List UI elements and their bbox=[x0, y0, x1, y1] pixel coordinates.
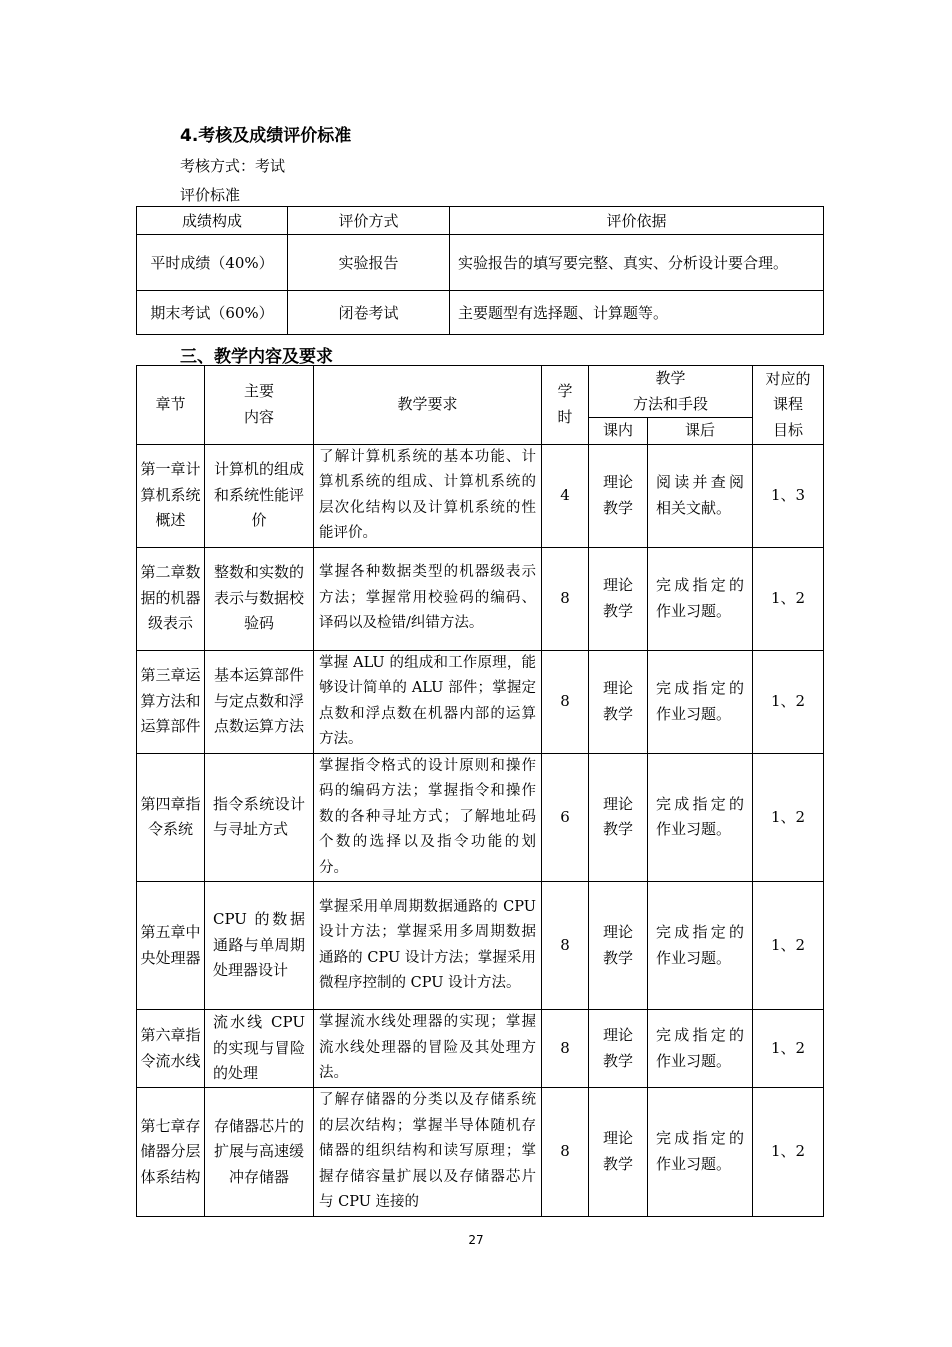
requirement-cell: 了解计算机系统的基本功能、计算机系统的组成、计算机系统的层次化结构以及计算机系统的性能评价。 bbox=[314, 444, 542, 547]
in-class-cell: 理论教学 bbox=[589, 753, 648, 882]
after-class-cell: 完成指定的作业习题。 bbox=[648, 650, 753, 753]
header-methods: 教学 方法和手段 bbox=[589, 366, 753, 418]
after-class-cell: 完成指定的作业习题。 bbox=[648, 547, 753, 650]
after-class-cell: 完成指定的作业习题。 bbox=[648, 1010, 753, 1088]
page-number: 27 bbox=[468, 1233, 484, 1247]
grading-cell: 实验报告的填写要完整、真实、分析设计要合理。 bbox=[450, 235, 824, 291]
grading-header-cell: 成绩构成 bbox=[137, 207, 288, 235]
requirement-cell: 掌握指令格式的设计原则和操作码的编码方法；掌握指令和操作数的各种寻址方式；了解地址码个数的选择以及指令功能的划分。 bbox=[314, 753, 542, 882]
after-class-cell: 完成指定的作业习题。 bbox=[648, 1088, 753, 1217]
requirement-cell: 掌握采用单周期数据通路的 CPU 设计方法；掌握采用多周期数据通路的 CPU 设计方法；掌握采用微程序控制的 CPU 设计方法。 bbox=[314, 882, 542, 1010]
in-class-cell: 理论教学 bbox=[589, 650, 648, 753]
content-cell: CPU 的数据通路与单周期处理器设计 bbox=[205, 882, 314, 1010]
hours-cell: 8 bbox=[542, 1088, 589, 1217]
grading-cell: 主要题型有选择题、计算题等。 bbox=[450, 291, 824, 335]
hours-cell: 8 bbox=[542, 882, 589, 1010]
requirement-cell: 掌握流水线处理器的实现；掌握流水线处理器的冒险及其处理方法。 bbox=[314, 1010, 542, 1088]
table-row bbox=[137, 753, 824, 882]
in-class-cell: 理论教学 bbox=[589, 547, 648, 650]
hours-cell: 4 bbox=[542, 444, 589, 547]
chapter-cell: 第四章指令系统 bbox=[137, 753, 205, 882]
chapter-cell: 第六章指令流水线 bbox=[137, 1010, 205, 1088]
goals-cell: 1、2 bbox=[753, 882, 824, 1010]
grading-table bbox=[136, 206, 824, 335]
header-content: 主要 内容 bbox=[205, 366, 314, 445]
content-cell: 计算机的组成和系统性能评价 bbox=[205, 444, 314, 547]
requirement-cell: 了解存储器的分类以及存储系统的层次结构；掌握半导体随机存储器的组织结构和读写原理；掌握存储容量扩展以及存储器芯片与 CPU 连接的 bbox=[314, 1088, 542, 1217]
table-row bbox=[137, 650, 824, 753]
table-row bbox=[137, 1010, 824, 1088]
assessment-method: 考核方式：考试 bbox=[180, 157, 286, 175]
header-hours: 学 时 bbox=[542, 366, 589, 445]
in-class-cell: 理论教学 bbox=[589, 1010, 648, 1088]
header-in-class: 课内 bbox=[589, 418, 648, 445]
grading-cell: 期末考试（60%） bbox=[137, 291, 288, 335]
content-cell: 流水线 CPU 的实现与冒险的处理 bbox=[205, 1010, 314, 1088]
in-class-cell: 理论教学 bbox=[589, 1088, 648, 1217]
content-cell: 整数和实数的表示与数据校验码 bbox=[205, 547, 314, 650]
header-chapter: 章节 bbox=[137, 366, 205, 445]
grading-row bbox=[137, 291, 824, 335]
requirement-cell: 掌握各种数据类型的机器级表示方法；掌握常用校验码的编码、译码以及检错/纠错方法。 bbox=[314, 547, 542, 650]
hours-cell: 8 bbox=[542, 547, 589, 650]
chapter-cell: 第三章运算方法和运算部件 bbox=[137, 650, 205, 753]
grading-cell: 平时成绩（40%） bbox=[137, 235, 288, 291]
goals-cell: 1、3 bbox=[753, 444, 824, 547]
chapter-cell: 第二章数据的机器级表示 bbox=[137, 547, 205, 650]
grading-header-cell: 评价依据 bbox=[450, 207, 824, 235]
grading-header-cell: 评价方式 bbox=[288, 207, 450, 235]
grading-header-row bbox=[137, 207, 824, 235]
hours-cell: 6 bbox=[542, 753, 589, 882]
in-class-cell: 理论教学 bbox=[589, 882, 648, 1010]
grading-cell: 闭卷考试 bbox=[288, 291, 450, 335]
content-cell: 存储器芯片的扩展与高速缓冲存储器 bbox=[205, 1088, 314, 1217]
goals-cell: 1、2 bbox=[753, 1010, 824, 1088]
section-heading-assessment: 4.考核及成绩评价标准 bbox=[180, 126, 352, 146]
after-class-cell: 阅读并查阅相关文献。 bbox=[648, 444, 753, 547]
header-goals: 对应的 课程 目标 bbox=[753, 366, 824, 445]
grading-cell: 实验报告 bbox=[288, 235, 450, 291]
after-class-cell: 完成指定的作业习题。 bbox=[648, 882, 753, 1010]
in-class-cell: 理论教学 bbox=[589, 444, 648, 547]
content-cell: 基本运算部件与定点数和浮点数运算方法 bbox=[205, 650, 314, 753]
hours-cell: 8 bbox=[542, 1010, 589, 1088]
header-after-class: 课后 bbox=[648, 418, 753, 445]
grading-row bbox=[137, 235, 824, 291]
content-table bbox=[136, 365, 824, 1217]
section-heading-content: 三、教学内容及要求 bbox=[180, 347, 333, 367]
header-requirement: 教学要求 bbox=[314, 366, 542, 445]
chapter-cell: 第五章中央处理器 bbox=[137, 882, 205, 1010]
goals-cell: 1、2 bbox=[753, 1088, 824, 1217]
chapter-cell: 第一章计算机系统概述 bbox=[137, 444, 205, 547]
goals-cell: 1、2 bbox=[753, 650, 824, 753]
table-row bbox=[137, 547, 824, 650]
chapter-cell: 第七章存储器分层体系结构 bbox=[137, 1088, 205, 1217]
table-row bbox=[137, 882, 824, 1010]
goals-cell: 1、2 bbox=[753, 547, 824, 650]
content-header-row bbox=[137, 366, 824, 418]
after-class-cell: 完成指定的作业习题。 bbox=[648, 753, 753, 882]
table-row bbox=[137, 1088, 824, 1217]
table-row bbox=[137, 444, 824, 547]
content-cell: 指令系统设计与寻址方式 bbox=[205, 753, 314, 882]
requirement-cell: 掌握 ALU 的组成和工作原理，能够设计简单的 ALU 部件；掌握定点数和浮点数在机器内部的运算方法。 bbox=[314, 650, 542, 753]
goals-cell: 1、2 bbox=[753, 753, 824, 882]
hours-cell: 8 bbox=[542, 650, 589, 753]
criteria-label: 评价标准 bbox=[180, 186, 241, 204]
